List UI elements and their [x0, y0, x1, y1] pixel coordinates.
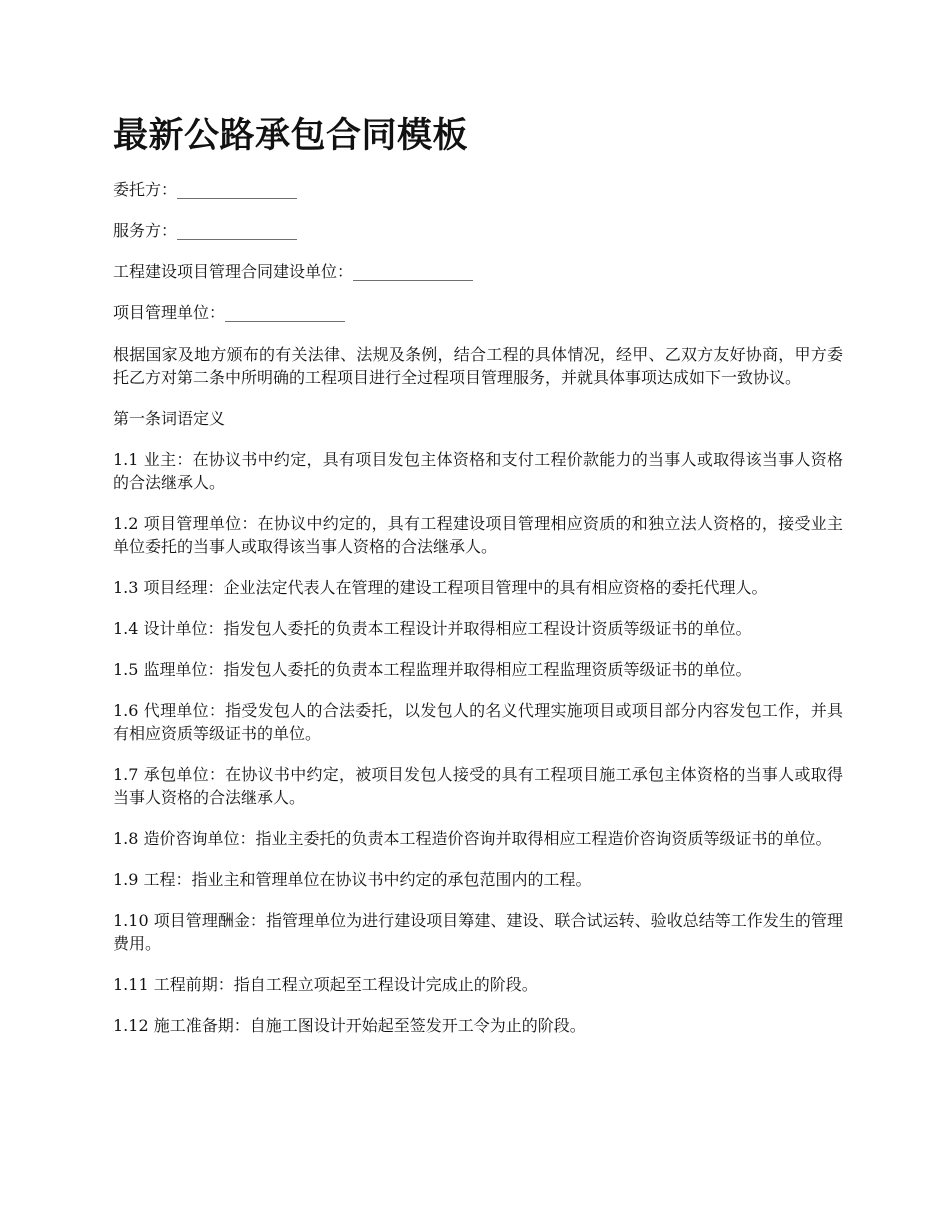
provider-label: 服务方：: [113, 221, 178, 240]
provider-blank: _______________: [177, 221, 298, 240]
management-unit-blank: _______________: [225, 303, 346, 322]
definition-1-2: 1.2 项目管理单位：在协议中约定的，具有工程建设项目管理相应资质的和独立法人资格的，接受业主单位委托的当事人或取得该当事人资格的合法继承人。: [113, 514, 843, 556]
definition-1-9: 1.9 工程：指业主和管理单位在协议书中约定的承包范围内的工程。: [113, 870, 592, 889]
definition-1-12: 1.12 施工准备期：自施工图设计开始起至签发开工令为止的阶段。: [113, 1016, 586, 1035]
definition-1-7: 1.7 承包单位：在协议书中约定，被项目发包人接受的具有工程项目施工承包主体资格的当事人或取得当事人资格的合法继承人。: [113, 765, 843, 807]
definition-1-3: 1.3 项目经理：企业法定代表人在管理的建设工程项目管理中的具有相应资格的委托代理人。: [113, 578, 768, 597]
definition-1-5: 1.5 监理单位：指发包人委托的负责本工程监理并取得相应工程监理资质等级证书的单位。: [113, 660, 752, 679]
client-label: 委托方：: [113, 180, 178, 199]
section-heading: 第一条词语定义: [113, 409, 226, 428]
construction-unit-label: 工程建设项目管理合同建设单位：: [113, 262, 354, 281]
document-page: [113, 112, 843, 1055]
construction-unit-field: [113, 261, 843, 283]
construction-unit-blank: _______________: [353, 262, 474, 281]
client-blank: _______________: [177, 180, 298, 199]
definition-1-1: 1.1 业主：在协议书中约定，具有项目发包主体资格和支付工程价款能力的当事人或取得该当事人资格的合法继承人。: [113, 450, 843, 492]
document-title: 最新公路承包合同模板: [113, 116, 469, 156]
definition-1-10: 1.10 项目管理酬金：指管理单位为进行建设项目筹建、建设、联合试运转、验收总结等工作发生的管理费用。: [113, 911, 843, 953]
definition-1-11: 1.11 工程前期：指自工程立项起至工程设计完成止的阶段。: [113, 975, 538, 994]
definition-1-4: 1.4 设计单位：指发包人委托的负责本工程设计并取得相应工程设计资质等级证书的单位。: [113, 619, 752, 638]
management-unit-label: 项目管理单位：: [113, 303, 226, 322]
intro-paragraph: 根据国家及地方颁布的有关法律、法规及条例，结合工程的具体情况，经甲、乙双方友好协商，甲方委托乙方对第二条中所明确的工程项目进行全过程项目管理服务，并就具体事项达成如下一致协议。: [113, 345, 843, 387]
client-field: [113, 179, 843, 201]
definition-1-8: 1.8 造价咨询单位：指业主委托的负责本工程造价咨询并取得相应工程造价咨询资质等级证书的单位。: [113, 829, 832, 848]
definition-1-6: 1.6 代理单位：指受发包人的合法委托，以发包人的名义代理实施项目或项目部分内容发包工作，并具有相应资质等级证书的单位。: [113, 701, 843, 743]
provider-field: [113, 220, 843, 242]
management-unit-field: [113, 302, 843, 324]
